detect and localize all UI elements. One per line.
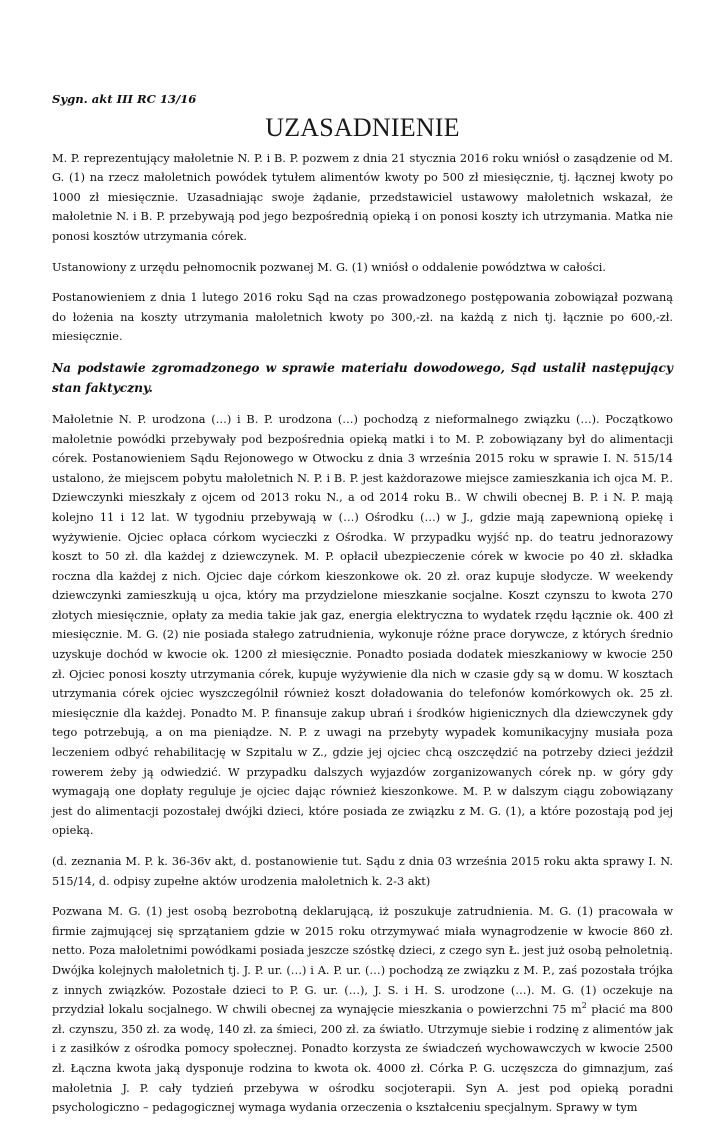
section-heading-facts: Na podstawie zgromadzonego w sprawie materiału dowodowego, Sąd ustalił następujący stan faktyczny. — [52, 360, 673, 395]
paragraph-defense: Ustanowiony z urzędu pełnomocnik pozwanej M. G. (1) wniósł o oddalenie powództwa w całości. — [52, 260, 606, 274]
paragraph-text-part: Pozwana M. G. (1) jest osobą bezrobotną deklarującą, iż poszukuje zatrudnienia. M. G. (1) pracowała w firmie zajmującej się sprzątaniem gdzie w 2015 roku otrzymywać miała wynagrodzenie w kwocie 860 zł. netto. Poza małoletnimi powódkami posiada jeszcze szóstkę dzieci, z czego syn Ł. jest już osobą pełnoletnią. Dwójka kolejnych małoletnich tj. J. P. ur. (…) i A. P. ur. (…) pochodzą ze związku z M. P., zaś pozostała trójka z innych związków. Pozostałe dzieci to P. G. ur. (…), J. S. i H. S. urodzone (…). M. G. (1) oczekuje na przydział lokalu socjalnego. W chwili obecnej za wynajęcie mieszkania o powierzchni 75 m — [52, 905, 673, 1017]
paragraph-claim: M. P. reprezentujący małoletnie N. P. i B. P. pozwem z dnia 21 stycznia 2016 roku wniósł o zasądzenie od M. G. (1) na rzecz małoletnich powódek tytułem alimentów kwoty po 500 zł miesięcznie, tj. łącznej kwoty po 1000 zł miesięcznie. Uzasadniając swoje żądanie, przedstawiciel ustawowy małoletnich wskazał, że małoletnie N. i B. P. przebywają pod jego bezpośrednią opieką i on ponosi koszty ich utrzymania. Matka nie ponosi kosztów utrzymania córek. — [52, 151, 673, 243]
paragraph-evidence-citation: (d. zeznania M. P. k. 36-36v akt, d. postanowienie tut. Sądu z dnia 03 września 2015 roku akta sprawy I. N. 515/14, d. odpisy zupełne aktów urodzenia małoletnich k. 2-3 akt) — [52, 855, 673, 888]
document-page — [52, 90, 673, 1129]
case-signature: Sygn. akt III RC 13/16 — [52, 92, 197, 106]
document-title: UZASADNIENIE — [265, 112, 460, 142]
paragraph-defendant-situation — [52, 902, 673, 1118]
paragraph-facts-children: Małoletnie N. P. urodzona (…) i B. P. urodzona (…) pochodzą z nieformalnego związku (…). Początkowo małoletnie powódki przebywały pod bezpośrednia opieką matki i to M. P. zobowiązany był do alimentacji córek. Postanowieniem Sądu Rejonowego w Otwocku z dnia 3 września 2015 roku w sprawie I. N. 515/14 ustalono, że miejscem pobytu małoletnich N. P. i B. P. jest każdorazowe miejsce zamieszkania ich ojca M. P.. Dziewczynki mieszkały z ojcem od 2013 roku N., a od 2014 roku B.. W chwili obecnej B. P. i N. P. mają kolejno 11 i 12 lat. W tygodniu przebywają w (…) Ośrodku (…) w J., gdzie mają zapewnioną opiekę i wyżywienie. Ojciec opłaca córkom wycieczki z Ośrodka. W przypadku wyjść np. do teatru jednorazowy koszt to 50 zł. dla każdej z dziewczynek. M. P. opłacił ubezpieczenie córek w kwocie po 40 zł. składka roczna dla każdej z nich. Ojciec daje córkom kieszonkowe ok. 20 zł. oraz kupuje słodycze. W weekendy dziewczynki zamieszkują u ojca, który ma przydzielone mieszkanie socjalne. Koszt czynszu to kwota 270 złotych miesięcznie, opłaty za media takie jak gaz, energia elektryczna to wydatek rzędu łącznie ok. 400 zł miesięcznie. M. G. (2) nie posiada stałego zatrudnienia, wykonuje różne prace dorywcze, z których średnio uzyskuje dochód w kwocie ok. 1200 zł miesięcznie. Ponadto posiada dodatek mieszkaniowy w kwocie 250 zł. Ojciec ponosi koszty utrzymania córek, kupuje wyżywienie dla nich w czasie gdy są w domu. W kosztach utrzymania córek ojciec wyszczególnił również koszt doładowania do telefonów komórkowych ok. 25 zł. miesięcznie dla każdej. Ponadto M. P. finansuje zakup ubrań i środków higienicznych dla dziewczynek gdy tego potrzebują, a on ma pieniądze. N. P. z uwagi na przebyty wypadek komunikacyjny musiała poza leczeniem odbyć rehabilitację w Szpitalu w Z., gdzie jej ojciec chcą oszczędzić na potrzeby dzieci jeździł rowerem żeby ją odwiedzić. W przypadku dalszych wyjazdów zorganizowanych córek np. w góry gdy wymagają one dopłaty reguluje je ojciec dając również kieszonkowe. M. P. w dalszym ciągu zobowiązany jest do alimentacji pozostałej dwójki dzieci, które posiada ze związku z M. G. (1), a które pozostają pod jej opieką. — [52, 412, 673, 838]
paragraph-text-part: płacić ma 800 zł. czynszu, 350 zł. za wodę, 140 zł. za śmieci, 200 zł. za światło. Utrzymuje siebie i rodzinę z alimentów jak i z zasiłków z ośrodka pomocy społecznej. Ponadto korzysta ze świadczeń wychowawczych w kwocie 2500 zł. Łączna kwota jaką dysponuje rodzina to kwota ok. 4000 zł. Córka P. G. uczęszcza do gimnazjum, zaś małoletnia J. P. cały tydzień przebywa w ośrodku socjoterapii. Syn A. jest pod opieką poradni psychologiczno – pedagogicznej wymaga wydania orzeczenia o kształceniu specjalnym. Sprawy w tym — [52, 1003, 673, 1115]
superscript-square: 2 — [581, 1001, 587, 1011]
paragraph-interim-order: Postanowieniem z dnia 1 lutego 2016 roku Sąd na czas prowadzonego postępowania zobowiązał pozwaną do łożenia na koszty utrzymania małoletnich kwoty po 300,-zł. na każdą z nich tj. łącznie po 600,-zł. miesięcznie. — [52, 291, 673, 344]
